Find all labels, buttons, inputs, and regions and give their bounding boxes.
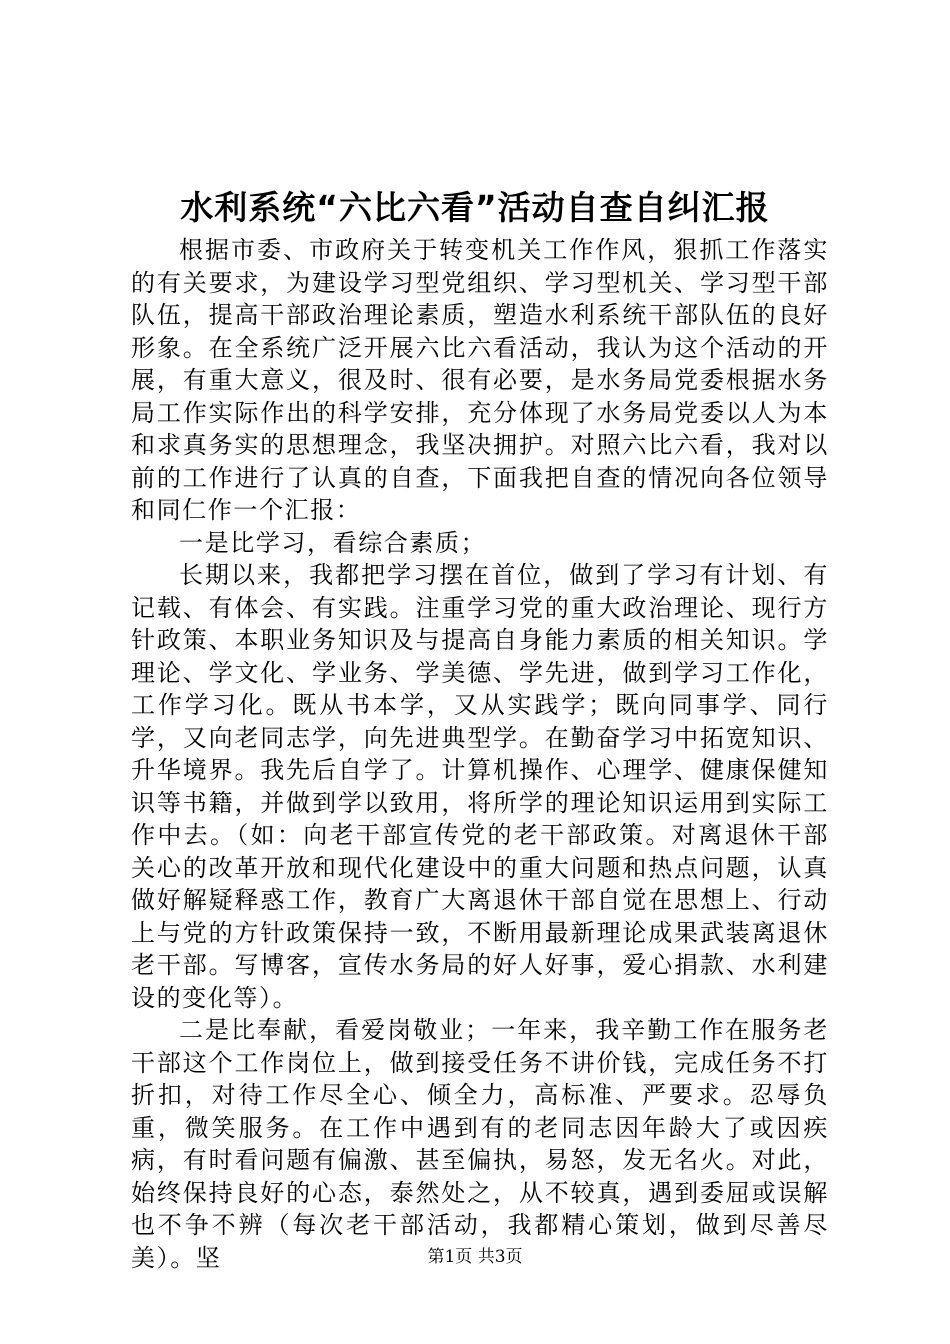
paragraph-heading-study: 一是比学习，看综合素质； [179,528,487,557]
page-number-footer: 第1页 共3页 [427,1247,523,1267]
paragraph-dedication: 二是比奉献，看爱岗敬业；一年来，我辛勤工作在服务老干部这个工作岗位上，做到接受任务不讲价钱，完成任务不打折扣，对待工作尽全心、倾全力，高标准、严要求。忍辱负重，微笑服务。在工作中遇到有的老同志因年龄大了或因疾病，有时看问题有偏激、甚至偏执，易怒，发无名火。对此，始终保持良好的心态，泰然处之，从不较真，遇到委屈或误解也不争不辨（每次老干部活动，我都精心策划，做到尽善尽美）。坚 [131,1016,829,1272]
paragraph-study: 长期以来，我都把学习摆在首位，做到了学习有计划、有记载、有体会、有实践。注重学习党的重大政治理论、现行方针政策、本职业务知识及与提高自身能力素质的相关知识。学理论、学文化、学业务、学美德、学先进，做到学习工作化，工作学习化。既从书本学，又从实践学；既向同事学、同行学，又向老同志学，向先进典型学。在勤奋学习中拓宽知识、升华境界。我先后自学了。计算机操作、心理学、健康保健知识等书籍，并做到学以致用，将所学的理论知识运用到实际工作中去。（如：向老干部宣传党的老干部政策。对离退休干部关心的改革开放和现代化建设中的重大问题和热点问题，认真做好解疑释惑工作，教育广大离退休干部自觉在思想上、行动上与党的方针政策保持一致，不断用最新理论成果武装离退休老干部。写博客，宣传水务局的好人好事，爱心捐款、水利建设的变化等）。 [131,561,829,1012]
document-body [131,234,829,1274]
paragraph-intro: 根据市委、市政府关于转变机关工作作风，狠抓工作落实的有关要求，为建设学习型党组织、学习型机关、学习型干部队伍，提高干部政治理论素质，塑造水利系统干部队伍的良好形象。在全系统广泛开展六比六看活动，我认为这个活动的开展，有重大意义，很及时、很有必要，是水务局党委根据水务局工作实际作出的科学安排，充分体现了水务局党委以人为本和求真务实的思想理念，我坚决拥护。对照六比六看，我对以前的工作进行了认真的自查，下面我把自查的情况向各位领导和同仁作一个汇报： [131,236,829,524]
document-title: 水利系统“六比六看”活动自查自纠汇报 [180,188,770,227]
